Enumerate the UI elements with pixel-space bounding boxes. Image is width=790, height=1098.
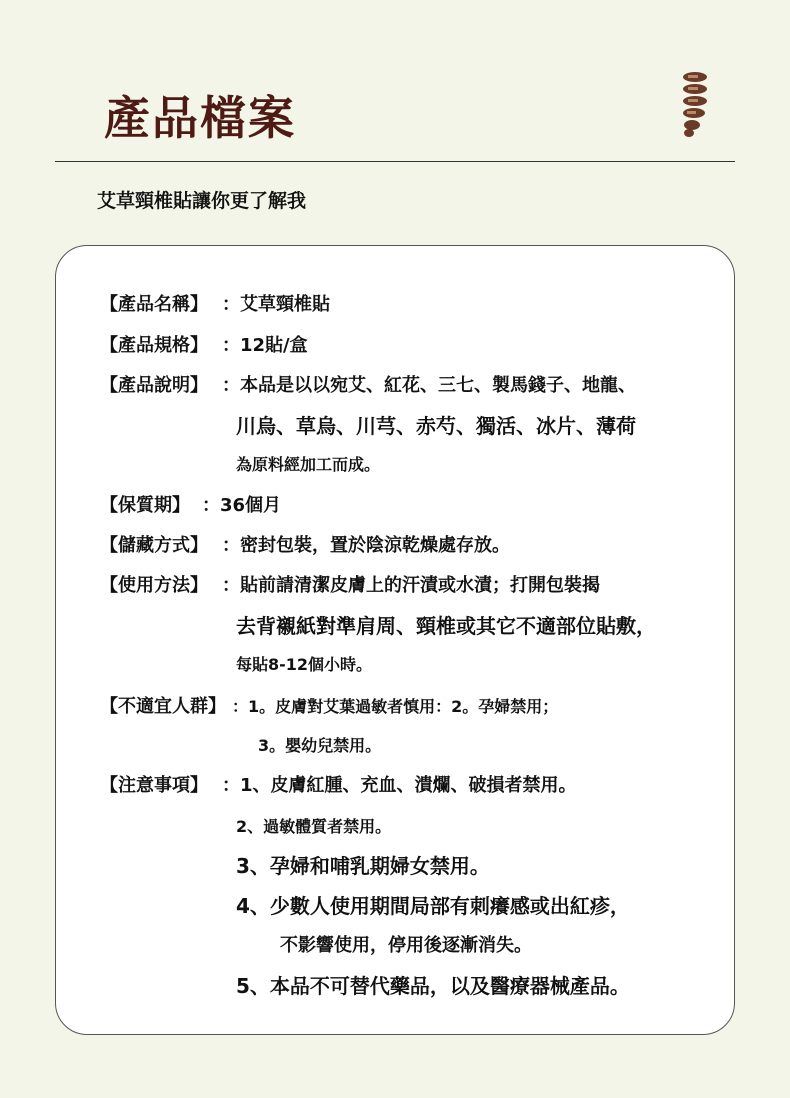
field-value-spec: ：12貼/盒: [222, 335, 308, 356]
field-label-name: 【產品名稱】: [100, 294, 208, 315]
field-value-desc-line: 為原料經加工而成。: [236, 455, 381, 474]
field-label-shelf: 【保質期】: [100, 495, 190, 516]
brand-logo-icon: [680, 70, 710, 138]
page-title: 產品檔案: [104, 91, 296, 145]
field-value-usage-line: 每貼8-12個小時。: [236, 655, 373, 674]
header-divider: [55, 161, 735, 162]
field-value-unsuitable-line: ：1。皮膚對艾葉過敏者慎用：2。孕婦禁用；: [232, 697, 559, 716]
field-label-notes: 【注意事項】: [100, 775, 208, 796]
page-subtitle: 艾草頸椎貼讓你更了解我: [97, 190, 307, 212]
field-value-name: ：艾草頸椎貼: [222, 294, 330, 315]
field-value-unsuitable-line: 3。嬰幼兒禁用。: [258, 736, 382, 755]
field-value-shelf: ：36個月: [202, 495, 282, 516]
field-value-usage-line: 去背襯紙對準肩周、頸椎或其它不適部位貼敷，: [236, 614, 656, 638]
field-value-notes-line: 3、孕婦和哺乳期婦女禁用。: [236, 854, 490, 878]
field-label-spec: 【產品規格】: [100, 335, 208, 356]
field-label-storage: 【儲藏方式】: [100, 535, 208, 556]
field-label-desc: 【產品說明】: [100, 375, 208, 396]
field-value-notes-line: 5、本品不可替代藥品，以及醫療器械產品。: [236, 974, 630, 998]
field-label-usage: 【使用方法】: [100, 575, 208, 596]
field-value-desc-line: ：本品是以以宛艾、紅花、三七、製馬錢子、地龍、: [222, 375, 636, 396]
field-label-unsuitable: 【不適宜人群】: [100, 696, 226, 717]
field-value-desc-line: 川烏、草烏、川芎、赤芍、獨活、冰片、薄荷: [236, 414, 636, 438]
field-value-usage-line: ：貼前請清潔皮膚上的汗漬或水漬；打開包裝揭: [222, 575, 600, 596]
field-value-notes-line: ：1、皮膚紅腫、充血、潰爛、破損者禁用。: [222, 775, 577, 796]
field-value-storage: ：密封包裝，置於陰涼乾燥處存放。: [222, 535, 510, 556]
field-value-notes-line: 4、少數人使用期間局部有刺癢感或出紅疹，: [236, 894, 630, 918]
field-value-notes-line: 不影響使用，停用後逐漸消失。: [280, 935, 532, 956]
field-value-notes-line: 2、過敏體質者禁用。: [236, 817, 392, 836]
